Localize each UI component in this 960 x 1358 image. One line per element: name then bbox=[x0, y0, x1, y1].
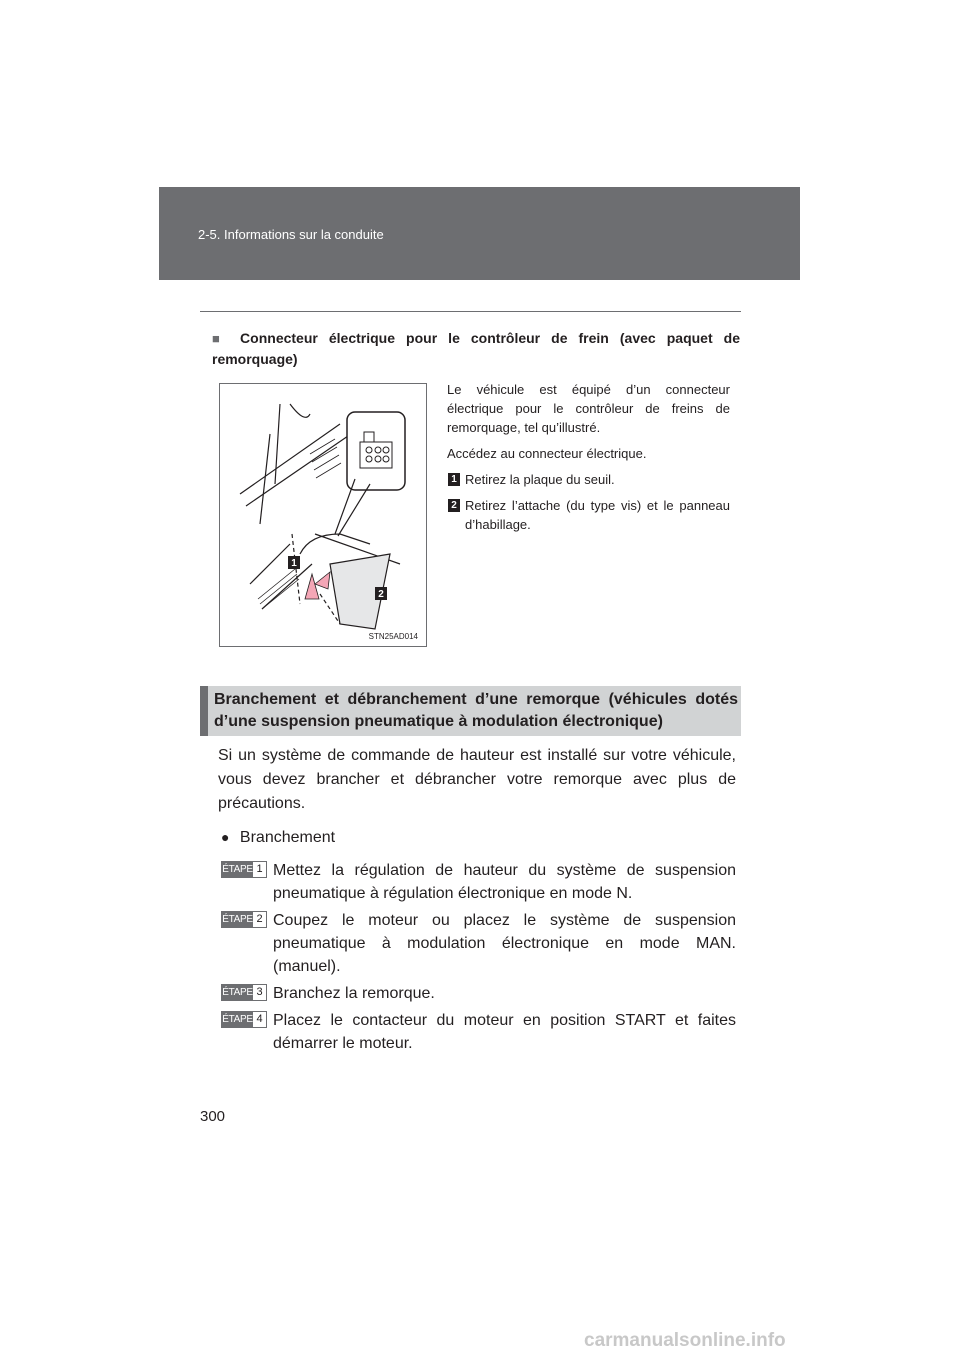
section-breadcrumb: 2-5. Informations sur la conduite bbox=[198, 227, 384, 242]
watermark: carmanualsonline.info bbox=[584, 1330, 786, 1351]
step-number: 4 bbox=[256, 1013, 263, 1025]
divider bbox=[200, 311, 741, 312]
step-label: ÉTAPE bbox=[222, 987, 253, 998]
procedure-steps bbox=[221, 859, 736, 1059]
bullet-icon: ● bbox=[221, 829, 230, 845]
procedure-step bbox=[221, 982, 736, 1005]
procedure-step bbox=[221, 909, 736, 978]
procedure-step bbox=[221, 1009, 736, 1055]
step-text: Retirez l’attache (du type vis) et le panneau d’habillage. bbox=[465, 498, 730, 532]
step-number-badge: 2 bbox=[448, 499, 460, 512]
subsection-heading bbox=[212, 328, 740, 370]
figure-code: STN25AD014 bbox=[368, 632, 418, 641]
step-text: Retirez la plaque du seuil. bbox=[465, 472, 615, 487]
step-label: ÉTAPE bbox=[222, 864, 253, 875]
square-bullet-icon: ■ bbox=[212, 331, 227, 346]
description-paragraph: Accédez au connecteur électrique. bbox=[447, 446, 647, 461]
connector-illustration bbox=[219, 383, 427, 647]
page-header bbox=[159, 187, 800, 280]
subsection-title: Connecteur électrique pour le contrôleur de frein (avec paquet de remorquage) bbox=[212, 330, 740, 367]
step-badge bbox=[221, 861, 267, 878]
step-text: Coupez le moteur ou placez le système de suspension pneumatique à modulation électronique en mode MAN. (manuel). bbox=[273, 912, 736, 975]
step-number-badge: 1 bbox=[448, 473, 460, 486]
step-label: ÉTAPE bbox=[222, 914, 253, 925]
step-badge bbox=[221, 911, 267, 928]
description-paragraph: Le véhicule est équipé d’un connecteur électrique pour le contrôleur de freins de remorquage, tel qu’illustré. bbox=[447, 382, 730, 435]
step-number: 3 bbox=[256, 986, 263, 998]
figure-description bbox=[447, 380, 730, 541]
callout-2: 2 bbox=[378, 589, 384, 600]
step-text: Placez le contacteur du moteur en position START et faites démarrer le moteur. bbox=[273, 1012, 736, 1052]
step-badge bbox=[221, 984, 267, 1001]
bullet-item bbox=[221, 826, 335, 849]
section-heading-bar bbox=[200, 686, 741, 736]
page-number: 300 bbox=[200, 1108, 226, 1125]
step-text: Mettez la régulation de hauteur du système de suspension pneumatique à régulation électronique en mode N. bbox=[273, 862, 736, 902]
step-text: Branchez la remorque. bbox=[273, 985, 435, 1002]
step-number: 2 bbox=[256, 913, 263, 925]
callout-1: 1 bbox=[291, 558, 297, 569]
illustration-drawing bbox=[220, 384, 426, 646]
numbered-step bbox=[447, 470, 730, 489]
section-intro: Si un système de commande de hauteur est installé sur votre véhicule, vous devez brancher et débrancher votre remorque avec plus de précautions. bbox=[218, 747, 736, 812]
numbered-step bbox=[447, 496, 730, 534]
step-label: ÉTAPE bbox=[222, 1014, 253, 1025]
step-badge bbox=[221, 1011, 267, 1028]
procedure-step bbox=[221, 859, 736, 905]
section-title: Branchement et débranchement d’une remorque (véhicules dotés d’une suspension pneumatique à modulation électronique) bbox=[214, 691, 738, 730]
bullet-text: Branchement bbox=[239, 829, 336, 846]
step-number: 1 bbox=[256, 863, 263, 875]
